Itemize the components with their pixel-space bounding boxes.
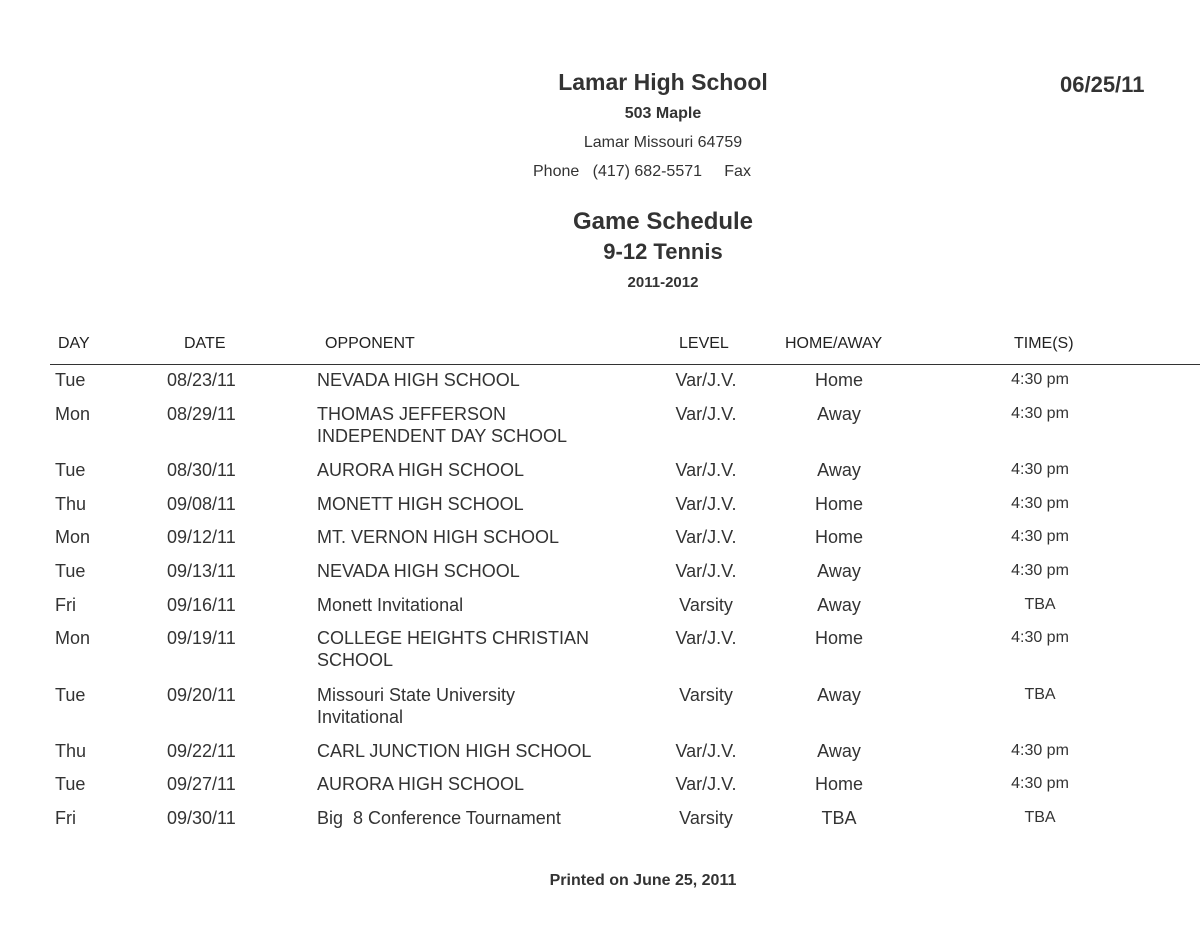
row-home-away: Home [814, 527, 863, 547]
season: 2011-2012 [627, 274, 699, 291]
row-level: Var/J.V. [675, 774, 737, 794]
row-level: Var/J.V. [675, 404, 737, 424]
row-home-away: Home [814, 774, 863, 794]
row-day: Tue [55, 685, 86, 705]
row-time: 4:30 pm [1011, 461, 1069, 478]
row-date: 08/30/11 [167, 460, 236, 480]
row-opponent: CARL JUNCTION HIGH SCHOOL [317, 741, 592, 761]
row-opponent: AURORA HIGH SCHOOL [317, 774, 525, 794]
school-name: Lamar High School [558, 69, 768, 95]
phone-number: (417) 682-5571 [592, 163, 703, 180]
row-level: Varsity [679, 685, 733, 705]
column-header-date: DATE [184, 335, 226, 352]
column-header-day: DAY [58, 335, 90, 352]
printed-on-footer: Printed on June 25, 2011 [549, 872, 737, 889]
row-opponent: Missouri State University Invitational [317, 685, 516, 727]
document-date: 06/25/11 [1060, 72, 1145, 97]
row-day: Mon [55, 404, 91, 424]
row-level: Var/J.V. [675, 561, 737, 581]
row-time: TBA [1024, 596, 1056, 613]
row-day: Tue [55, 774, 86, 794]
row-home-away: Away [817, 404, 861, 424]
row-time: 4:30 pm [1011, 562, 1069, 579]
row-home-away: Away [817, 685, 861, 705]
row-date: 09/16/11 [167, 595, 236, 615]
row-opponent: MONETT HIGH SCHOOL [317, 494, 524, 514]
row-opponent: Big 8 Conference Tournament [317, 808, 561, 828]
row-home-away: Away [817, 460, 861, 480]
row-day: Mon [55, 527, 91, 547]
row-opponent: NEVADA HIGH SCHOOL [317, 370, 520, 390]
address-street: 503 Maple [624, 105, 702, 122]
row-level: Var/J.V. [675, 460, 737, 480]
row-level: Var/J.V. [675, 527, 737, 547]
fax-label: Fax [724, 163, 751, 180]
row-day: Fri [55, 808, 76, 828]
row-time: 4:30 pm [1011, 405, 1069, 422]
row-date: 09/27/11 [167, 774, 236, 794]
row-home-away: Away [817, 741, 861, 761]
schedule-title: Game Schedule [572, 208, 754, 235]
row-day: Thu [55, 494, 87, 514]
column-header-level: LEVEL [679, 335, 729, 352]
row-level: Var/J.V. [675, 741, 737, 761]
row-date: 08/29/11 [167, 404, 236, 424]
row-time: 4:30 pm [1011, 495, 1069, 512]
row-day: Mon [55, 628, 91, 648]
row-opponent: AURORA HIGH SCHOOL [317, 460, 525, 480]
row-home-away: Away [817, 595, 861, 615]
row-time: TBA [1024, 809, 1056, 826]
row-time: 4:30 pm [1011, 371, 1069, 388]
row-date: 09/20/11 [167, 685, 236, 705]
header-rule [50, 364, 1200, 365]
row-date: 09/12/11 [167, 527, 236, 547]
row-day: Thu [55, 741, 87, 761]
row-day: Tue [55, 561, 86, 581]
row-day: Fri [55, 595, 76, 615]
row-date: 09/22/11 [167, 741, 236, 761]
row-home-away: Home [814, 628, 863, 648]
row-time: TBA [1024, 686, 1056, 703]
row-day: Tue [55, 460, 86, 480]
row-time: 4:30 pm [1011, 528, 1069, 545]
row-level: Varsity [679, 595, 733, 615]
row-home-away: Away [817, 561, 861, 581]
phone-label: Phone [533, 163, 580, 180]
row-date: 09/08/11 [167, 494, 236, 514]
row-home-away: Home [814, 494, 863, 514]
row-opponent: THOMAS JEFFERSON INDEPENDENT DAY SCHOOL [317, 404, 568, 446]
column-header-time: TIME(S) [1014, 335, 1074, 352]
row-date: 09/13/11 [167, 561, 236, 581]
row-day: Tue [55, 370, 86, 390]
row-level: Var/J.V. [675, 628, 737, 648]
column-header-home-away: HOME/AWAY [785, 335, 883, 352]
row-level: Var/J.V. [675, 494, 737, 514]
row-time: 4:30 pm [1011, 629, 1069, 646]
row-home-away: TBA [821, 808, 857, 828]
row-level: Var/J.V. [675, 370, 737, 390]
row-opponent: COLLEGE HEIGHTS CHRISTIAN SCHOOL [317, 628, 590, 670]
row-opponent: Monett Invitational [317, 595, 464, 615]
phone-line [533, 163, 751, 181]
row-time: 4:30 pm [1011, 742, 1069, 759]
row-date: 09/19/11 [167, 628, 236, 648]
row-date: 09/30/11 [167, 808, 236, 828]
row-opponent: MT. VERNON HIGH SCHOOL [317, 527, 560, 547]
row-time: 4:30 pm [1011, 775, 1069, 792]
row-opponent: NEVADA HIGH SCHOOL [317, 561, 520, 581]
column-header-opponent: OPPONENT [325, 335, 415, 352]
address-city: Lamar Missouri 64759 [583, 134, 743, 151]
row-home-away: Home [814, 370, 863, 390]
sport-name: 9-12 Tennis [603, 239, 723, 264]
row-level: Varsity [679, 808, 733, 828]
row-date: 08/23/11 [167, 370, 236, 390]
